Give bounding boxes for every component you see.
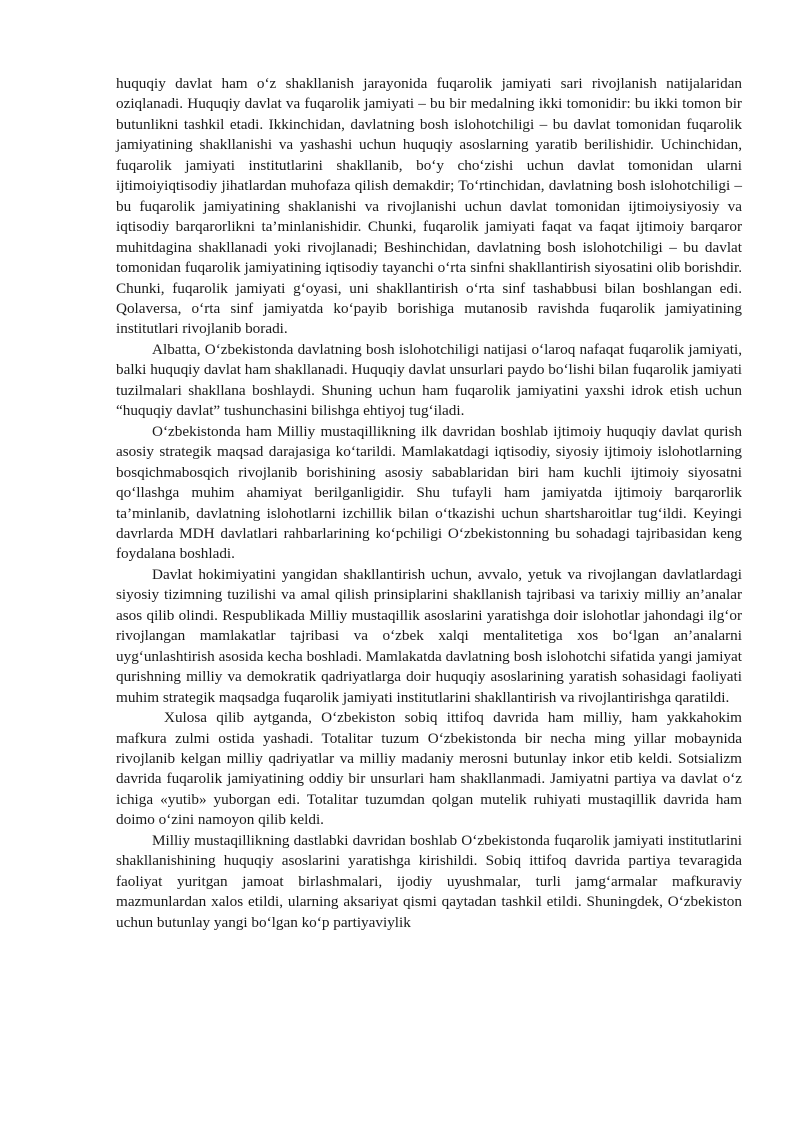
paragraph-5: Xulosa qilib aytganda, O‘zbekiston sobiq ittifoq davrida ham milliy, ham yakkahokim mafkura zulmi ostida yashadi. Totalitar tuzum O‘zbekistonda bir necha ming yillar mobaynida rivojlanib kelgan milliy qadriyatlar va milliy madaniy merosni butunlay inkor etib keldi. Sotsializm davrida fuqarolik jamiyatining oddiy bir unsurlari ham shakllanmadi. Jamiyatni partiya va davlat o‘z ichiga «yutib» yuborgan edi. Totalitar tuzumdan qolgan mutelik ruhiyati mustaqillik davrida ham doimo o‘zini namoyon qilib keldi. bbox=[116, 709, 742, 829]
paragraph-1: huquqiy davlat ham o‘z shakllanish jarayonida fuqarolik jamiyati sari rivojlanish natijalaridan oziqlanadi. Huquqiy davlat va fuqarolik jamiyati – bu bir medalning ikki tomonidir: bu ikki tomon bir butunlikni tashkil etadi. Ikkinchidan, davlatning bosh islohotchiligi – bu davlat tomonidan fuqarolik jamiyatining shakllanishi va yashashi uchun huquqiy asoslarning yaratib berilishidir. Uchinchidan, fuqarolik jamiyati institutlarini shakllanib, bo‘y cho‘zishi uchun davlat tomonidan ularni ijtimoiyiqtisodiy jihatlardan muhofaza qilish demakdir; To‘rtinchidan, davlatning bosh islohotchiligi – bu fuqarolik jamiyatining shaklanishi va rivojlanishi uchun davlat tomonidan ijtimoiysiyosiy va iqtisodiy barqarorlikni ta’minlanishidir. Chunki, fuqarolik jamiyati faqat va faqat ijtimoiy barqaror muhitdagina shakllanadi yoki rivojlanadi; Beshinchidan, davlatning bosh islohotchiligi – bu davlat tomonidan fuqarolik jamiyatining iqtisodiy tayanchi o‘rta sinfni shakllantirish siyosatini olib borishdir. Chunki, fuqarolik jamiyati g‘oyasi, uni shakllantirish o‘rta sinf tashabbusi bilan boshlangan edi. Qolaversa, o‘rta sinf jamiyatda ko‘payib borishiga mutanosib ravishda fuqarolik jamiyatining institutlari rivojlanib boradi. bbox=[116, 75, 742, 338]
paragraph-4: Davlat hokimiyatini yangidan shakllantirish uchun, avvalo, yetuk va rivojlangan davlatlardagi siyosiy tizimning tuzilishi va amal qilish prinsiplarini shakllanish tajribasi va tarixiy milliy an’analar asos qilib olindi. Respublikada Milliy mustaqillik asoslarini yaratishga doir islohotlar jahondagi ilg‘or rivojlangan mamlakatlar tajribasi va o‘zbek xalqi mentalitetiga xos bo‘lgan an’analarni uyg‘unlashtirish asosida kecha boshladi. Mamlakatda davlatning bosh islohotchi sifatida yangi jamiyat qurishning milliy va demokratik qadriyatlarga doir huquqiy asoslarining yaratish sohasidagi faoliyati muhim strategik maqsadga fuqarolik jamiyati institutlarini shakllantirish va rivojlantirishga qaratildi. bbox=[116, 565, 742, 706]
document-page bbox=[116, 74, 742, 933]
paragraph-6: Milliy mustaqillikning dastlabki davridan boshlab O‘zbekistonda fuqarolik jamiyati institutlarini shakllanishining huquqiy asoslarini yaratishga kirishildi. Sobiq ittifoq davrida partiya tevaragida faoliyat yuritgan jamoat birlashmalari, ijodiy uyushmalar, turli jamg‘armalar mafkuraviy mazmunlardan xalos etildi, ularning aksariyat qismi qaytadan tashkil etildi. Shuningdek, O‘zbekiston uchun butunlay yangi bo‘lgan ko‘p partiyaviylik bbox=[116, 831, 742, 931]
paragraph-2: Albatta, O‘zbekistonda davlatning bosh islohotchiligi natijasi o‘laroq nafaqat fuqarolik jamiyati, balki huquqiy davlat ham shakllanadi. Huquqiy davlat unsurlari paydo bo‘lishi bilan fuqarolik jamiyati tuzilmalari shakllana boshlaydi. Shuning uchun ham fuqarolik jamiyatini yaxshi idrok etish uchun “huquqiy davlat” tushunchasini bilishga ehtiyoj tug‘iladi. bbox=[116, 340, 742, 420]
paragraph-3: O‘zbekistonda ham Milliy mustaqillikning ilk davridan boshlab ijtimoiy huquqiy davlat qurish asosiy strategik maqsad darajasiga ko‘tarildi. Mamlakatdagi iqtisodiy, siyosiy ijtimoiy islohotlarning bosqichmabosqich rivojlanib borishining asosiy sabablaridan biri ham kuchli ijtimoiy siyosatni qo‘llashga muhim ahamiyat berilganligidir. Shu tufayli ham jamiyatda ijtimoiy barqarorlik ta’minlanib, davlatning islohotlarni izchillik bilan o‘tkazishi uchun shartsharoitlar tug‘ildi. Keyingi davrlarda MDH davlatlari rahbarlarining ko‘pchiligi O‘zbekistonning bu sohadagi tajribasidan keng foydalana boshladi. bbox=[116, 422, 742, 563]
